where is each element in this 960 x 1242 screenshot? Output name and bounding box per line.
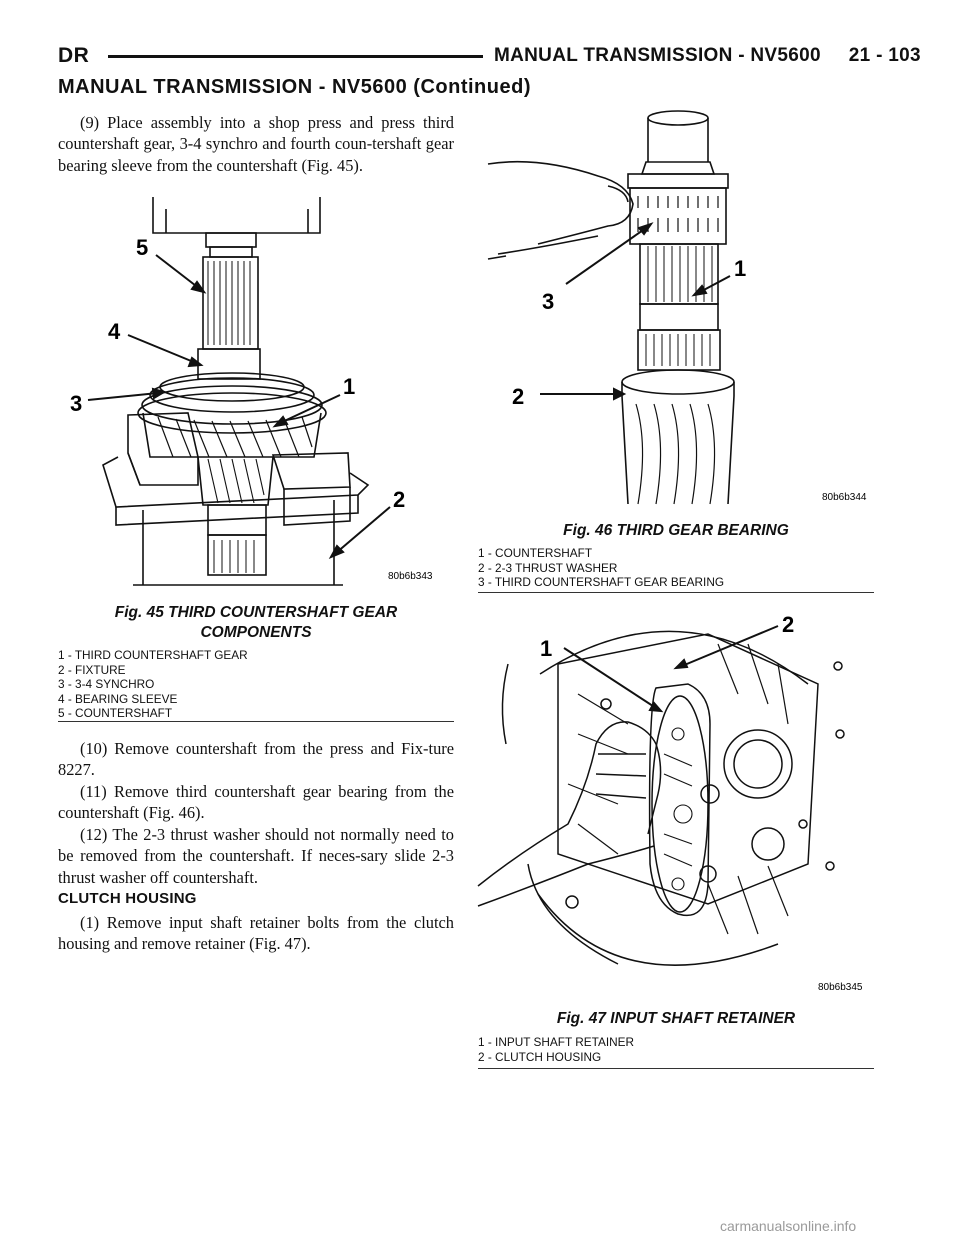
header-rule xyxy=(108,55,483,58)
step-10-paragraph: (10) Remove countershaft from the press and Fix-ture 8227. xyxy=(58,739,454,780)
fig45-callout-5: 5 xyxy=(136,235,149,260)
fig46-legend-item: 1 - COUNTERSHAFT xyxy=(478,546,593,560)
step-11-paragraph: (11) Remove third countershaft gear bearing from the countershaft (Fig. 46). xyxy=(58,782,454,823)
fig45-rule xyxy=(58,721,454,722)
fig45-legend-item: 1 - THIRD COUNTERSHAFT GEAR xyxy=(58,648,248,662)
fig47-callout-1: 1 xyxy=(540,636,553,661)
fig47-legend-item: 1 - INPUT SHAFT RETAINER xyxy=(478,1035,635,1049)
fig47-callout-2: 2 xyxy=(782,612,795,637)
fig46-code: 80b6b344 xyxy=(822,492,867,503)
continued-title: MANUAL TRANSMISSION - NV5600 (Continued) xyxy=(58,76,531,98)
fig45-code: 80b6b343 xyxy=(388,571,433,582)
fig45-callout-2: 2 xyxy=(393,487,406,512)
fig47-caption: Fig. 47 INPUT SHAFT RETAINER xyxy=(556,1010,796,1027)
fig47-legend-item: 2 - CLUTCH HOUSING xyxy=(478,1049,602,1064)
fig45-legend-item: 3 - 3-4 SYNCHRO xyxy=(58,677,155,691)
fig47-legend xyxy=(478,1035,874,1064)
clutch-housing-heading: CLUTCH HOUSING xyxy=(58,890,197,907)
fig46-drawing xyxy=(478,104,874,514)
fig45-legend-item: 4 - BEARING SLEEVE xyxy=(58,691,178,706)
header-title-page: MANUAL TRANSMISSION - NV5600 21 - 103 xyxy=(494,45,921,66)
fig45-illustration xyxy=(58,195,454,595)
fig45-callout-1: 1 xyxy=(343,374,356,399)
fig45-caption-line2: COMPONENTS xyxy=(200,624,312,641)
fig46-callout-3: 3 xyxy=(542,289,555,314)
fig46-legend-item: 2 - 2-3 THRUST WASHER xyxy=(478,560,618,575)
fig46-callout-2: 2 xyxy=(512,384,525,409)
fig46-legend xyxy=(478,546,874,590)
fig46-rule xyxy=(478,592,874,593)
fig47-illustration xyxy=(478,604,874,996)
fig45-caption-line1: Fig. 45 THIRD COUNTERSHAFT GEAR xyxy=(114,604,398,621)
fig45-legend-item: 5 - COUNTERSHAFT xyxy=(58,706,173,720)
fig47-code: 80b6b345 xyxy=(818,982,863,993)
header-section-code: DR xyxy=(58,44,90,67)
step-9-paragraph: (9) Place assembly into a shop press and press third countershaft gear, 3-4 synchro and fourth coun-tershaft gear bearing sleeve from the countershaft (Fig. 45). xyxy=(58,113,454,175)
fig45-legend xyxy=(58,648,454,721)
fig47-rule xyxy=(478,1068,874,1069)
fig45-drawing xyxy=(58,195,454,595)
fig45-legend-item: 2 - FIXTURE xyxy=(58,662,126,677)
fig46-caption: Fig. 46 THIRD GEAR BEARING xyxy=(563,522,789,539)
fig46-illustration xyxy=(478,104,874,514)
fig45-callout-3: 3 xyxy=(70,391,83,416)
clutch-step-1-paragraph: (1) Remove input shaft retainer bolts from the clutch housing and remove retainer (Fig. 47). xyxy=(58,913,454,954)
step-12-paragraph: (12) The 2-3 thrust washer should not normally need to be removed from the countershaft. If neces-sary slide 2-3 thrust washer off countershaft. xyxy=(58,825,454,887)
fig46-legend-item: 3 - THIRD COUNTERSHAFT GEAR BEARING xyxy=(478,575,725,589)
watermark: carmanualsonline.info xyxy=(720,1218,857,1234)
fig47-drawing xyxy=(478,604,874,996)
fig45-callout-4: 4 xyxy=(108,319,121,344)
fig46-callout-1: 1 xyxy=(734,256,747,281)
